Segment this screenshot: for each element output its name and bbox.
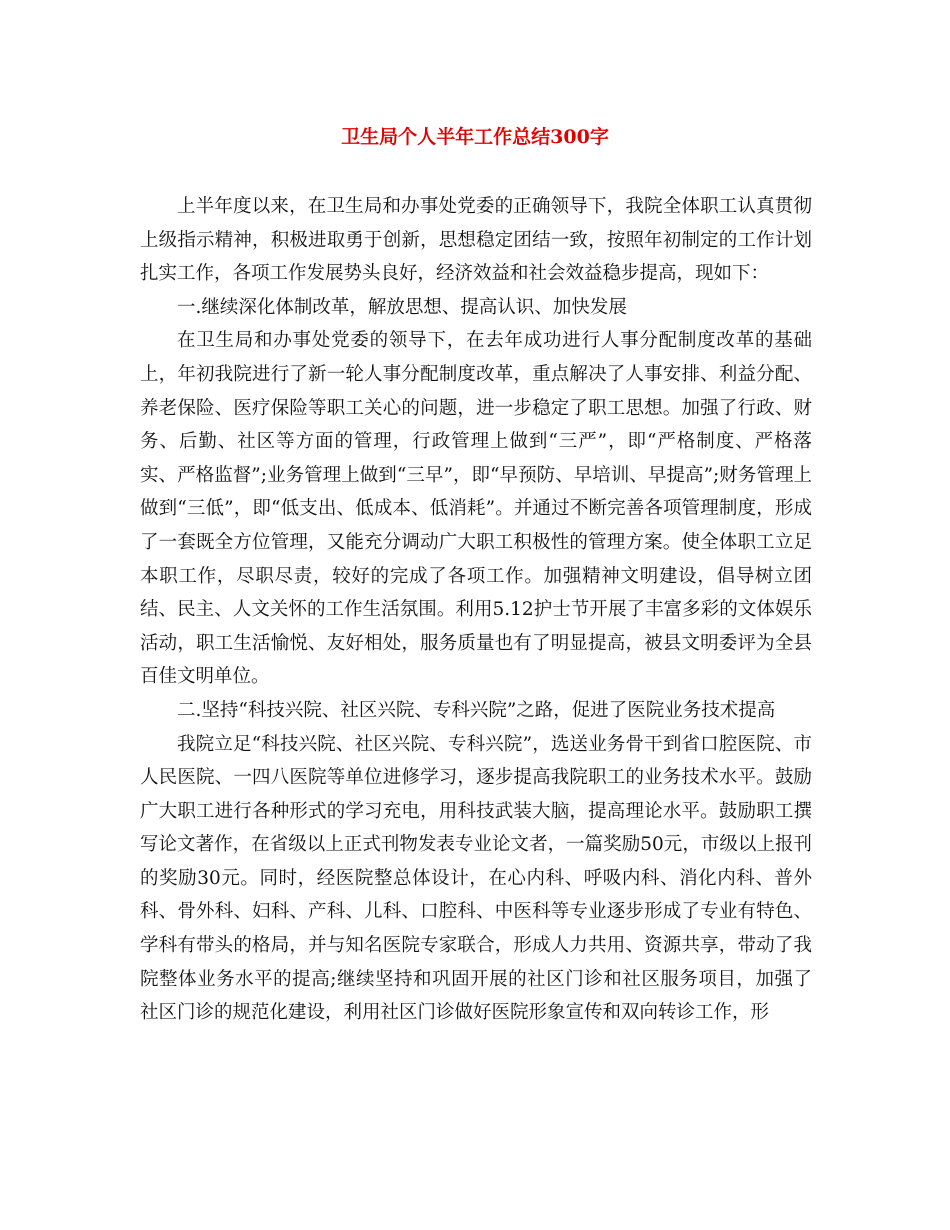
intro-paragraph: 上半年度以来，在卫生局和办事处党委的正确领导下，我院全体职工认真贯彻上级指示精神，积极进取勇于创新，思想稳定团结一致，按照年初制定的工作计划扎实工作，各项工作发展势头良好，经济效益和社会效益稳步提高，现如下： <box>140 196 812 285</box>
document-title: 卫生局个人半年工作总结300字 <box>341 126 609 148</box>
document-body <box>140 190 812 1030</box>
section-2-paragraph: 我院立足“科技兴院、社区兴院、专科兴院”，选送业务骨干到省口腔医院、市人民医院、一四八医院等单位进修学习，逐步提高我院职工的业务技术水平。鼓励广大职工进行各种形式的学习充电，用科技武装大脑，提高理论水平。鼓励职工撰写论文著作，在省级以上正式刊物发表专业论文者，一篇奖励50元，市级以上报刊的奖励30元。同时，经医院整总体设计，在心内科、呼吸内科、消化内科、普外科、骨外科、妇科、产科、儿科、口腔科、中医科等专业逐步形成了专业有特色、学科有带头的格局，并与知名医院专家联合，形成人力共用、资源共享，带动了我院整体业务水平的提高;继续坚持和巩固开展的社区门诊和社区服务项目，加强了社区门诊的规范化建设，利用社区门诊做好医院形象宣传和双向转诊工作，形 <box>140 733 812 1024</box>
section-heading-1: 一.继续深化体制改革，解放思想、提高认识、加快发展 <box>177 296 627 318</box>
section-1-paragraph: 在卫生局和办事处党委的领导下，在去年成功进行人事分配制度改革的基础上，年初我院进行了新一轮人事分配制度改革，重点解决了人事安排、利益分配、养老保险、医疗保险等职工关心的问题，进一步稳定了职工思想。加强了行政、财务、后勤、社区等方面的管理，行政管理上做到“三严”，即“严格制度、严格落实、严格监督”;业务管理上做到“三早”，即“早预防、早培训、早提高”;财务管理上做到“三低”，即“低支出、低成本、低消耗”。并通过不断完善各项管理制度，形成了一套既全方位管理，又能充分调动广大职工积极性的管理方案。使全体职工立足本职工作，尽职尽责，较好的完成了各项工作。加强精神文明建设，倡导树立团结、民主、人文关怀的工作生活氛围。利用5.12护士节开展了丰富多彩的文体娱乐活动，职工生活愉悦、友好相处，服务质量也有了明显提高，被县文明委评为全县百佳文明单位。 <box>140 330 812 688</box>
section-heading-2: 二.坚持“科技兴院、社区兴院、专科兴院”之路，促进了医院业务技术提高 <box>177 699 776 721</box>
